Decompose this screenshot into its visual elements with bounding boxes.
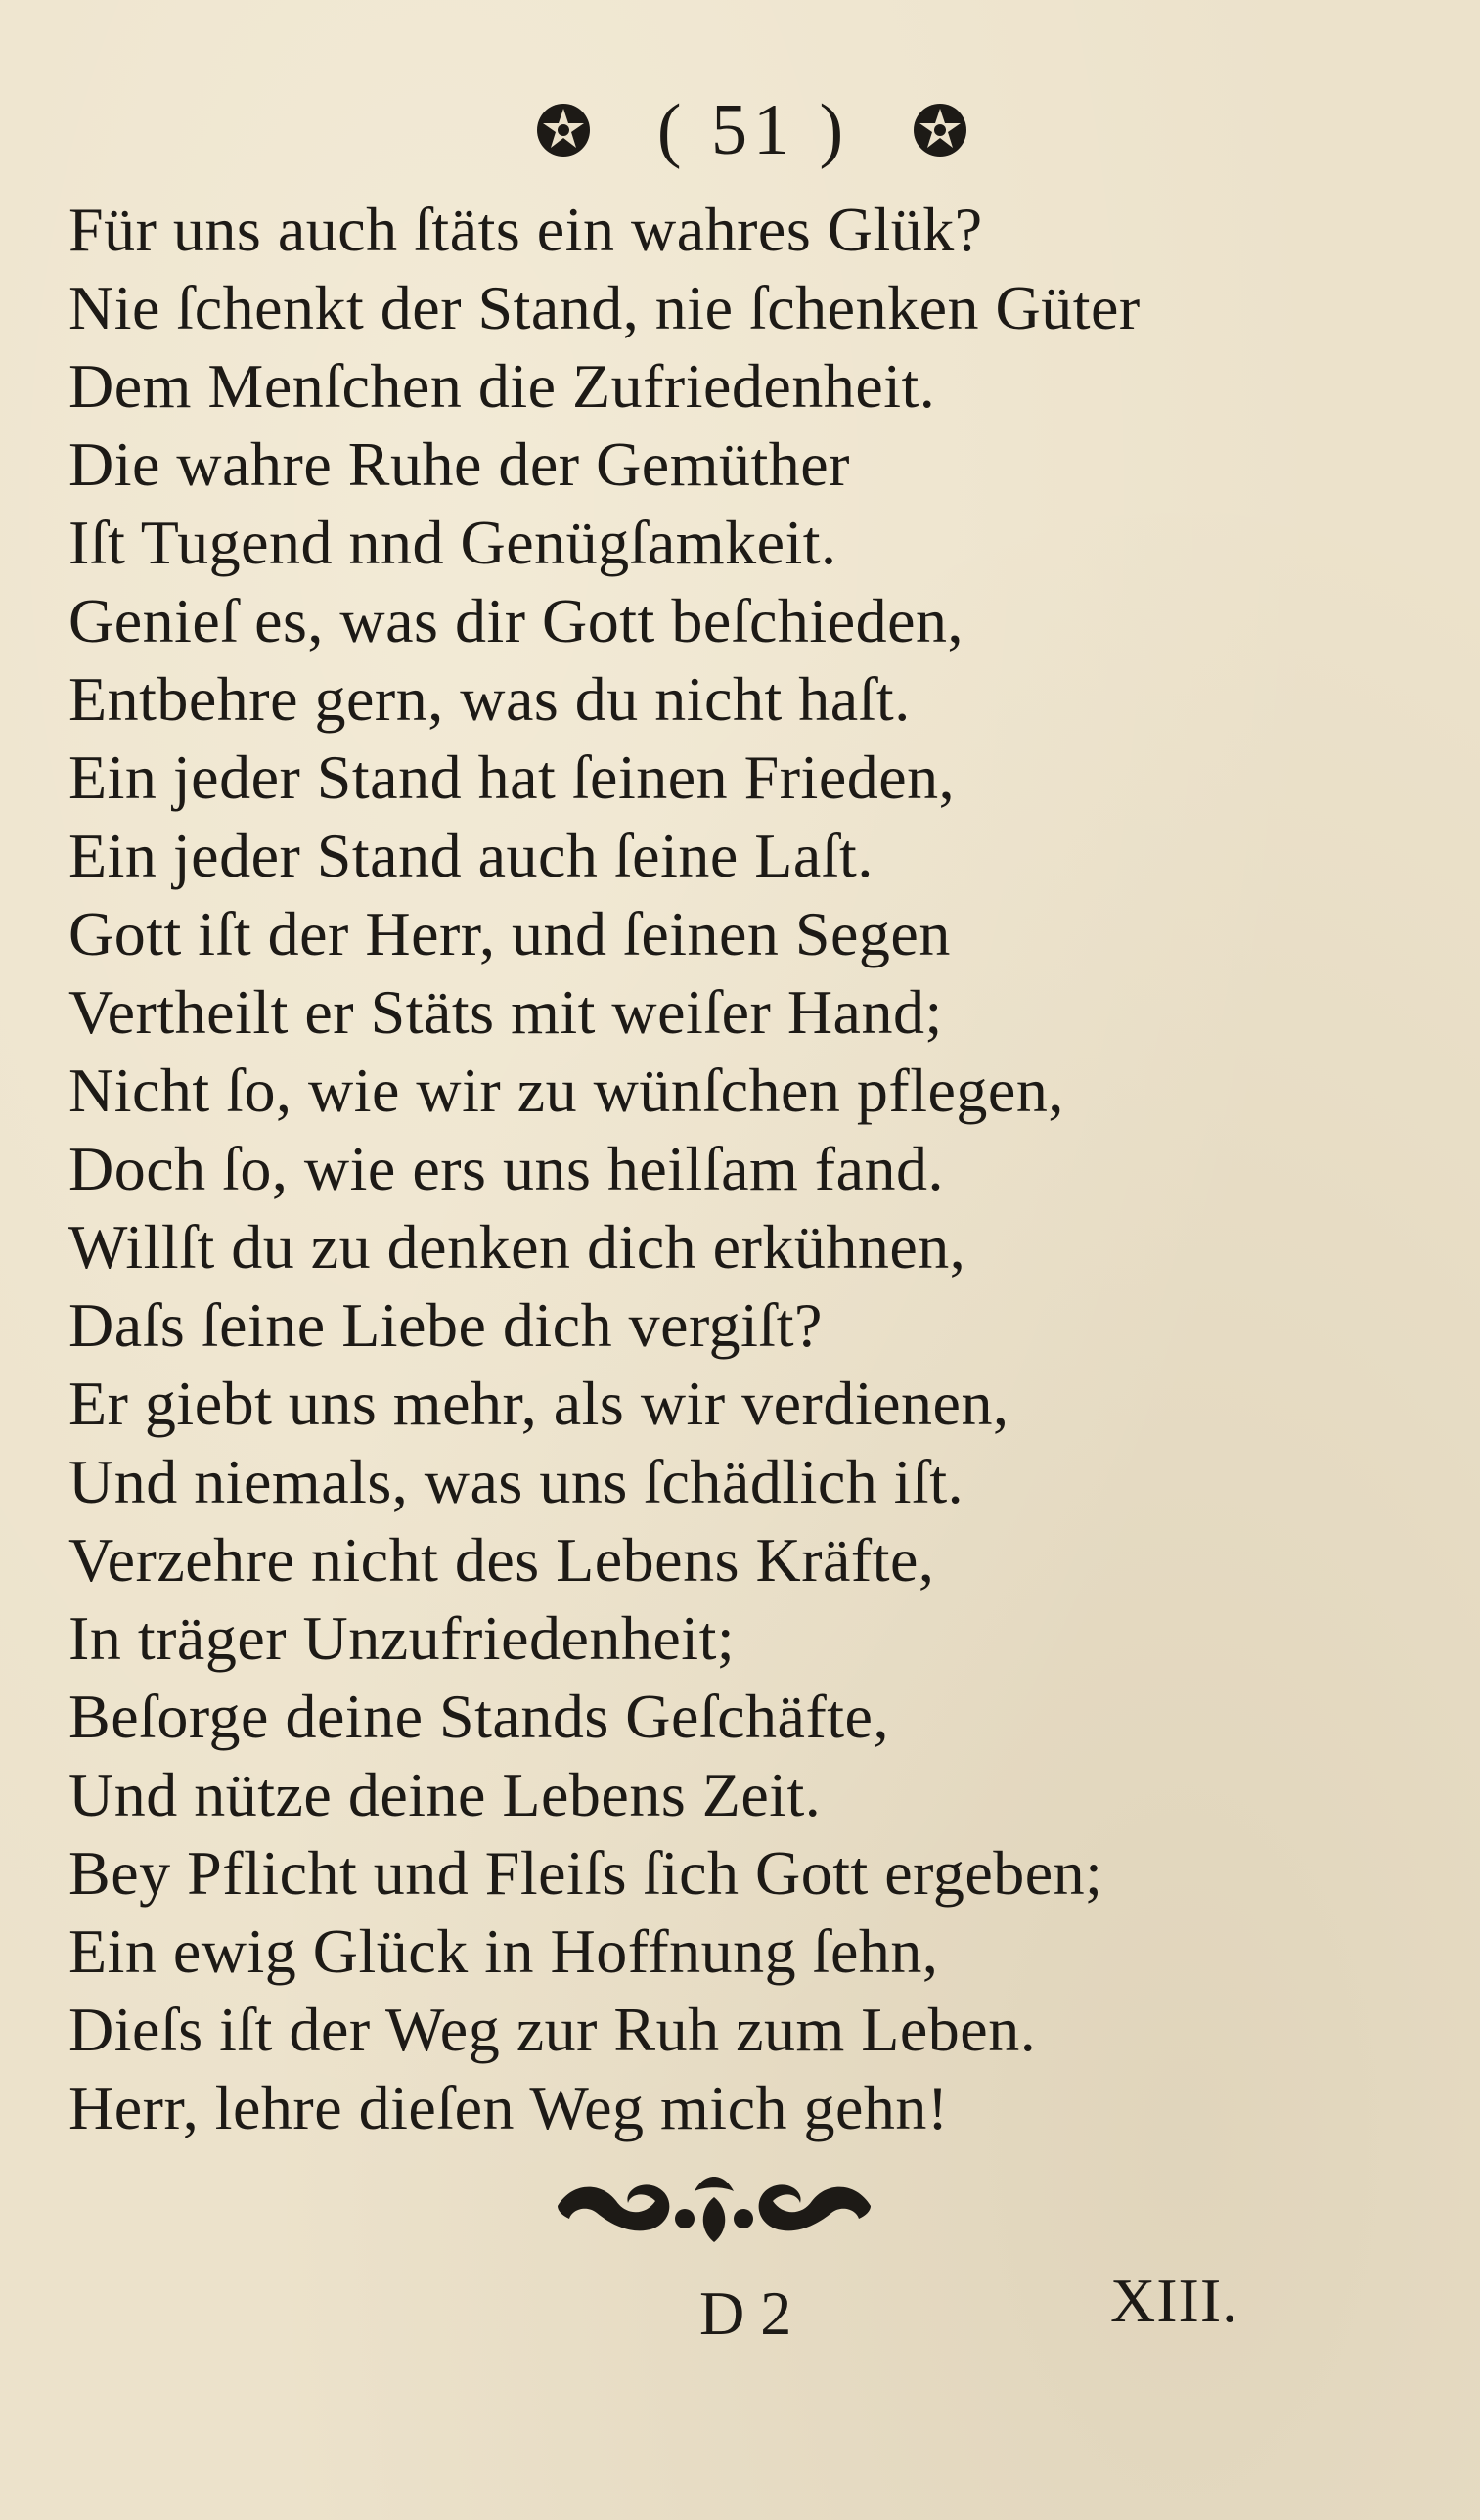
page-header	[0, 86, 1480, 174]
poem-line: Gott iſt der Herr, und ſeinen Segen	[68, 899, 951, 968]
poem-line: Verzehre nicht des Lebens Kräfte,	[68, 1525, 935, 1595]
page-number: ( 51 )	[656, 90, 850, 170]
floral-vignette-icon	[548, 2162, 880, 2250]
poem-line: Dieſs iſt der Weg zur Ruh zum Leben.	[68, 1995, 1037, 2064]
poem-line: Iſt Tugend nnd Genügſamkeit.	[68, 508, 837, 577]
poem-line: Ein jeder Stand auch ſeine Laſt.	[68, 821, 874, 890]
poem-line: Vertheilt er Stäts mit weiſer Hand;	[68, 977, 943, 1047]
poem-line: Und nütze deine Lebens Zeit.	[68, 1760, 822, 1829]
poem-line: Für uns auch ſtäts ein wahres Glük?	[68, 195, 983, 264]
star-rosette-icon	[910, 100, 970, 160]
poem-line: In träger Unzufriedenheit;	[68, 1603, 736, 1673]
poem-text	[68, 191, 1438, 2147]
poem-line: Ein jeder Stand hat ſeinen Frieden,	[68, 742, 956, 812]
poem-line: Dem Menſchen die Zufriedenheit.	[68, 351, 936, 421]
poem-line: Genieſ es, was dir Gott beſchieden,	[68, 586, 964, 655]
poem-line: Doch ſo, wie ers uns heilſam fand.	[68, 1134, 944, 1203]
signature-mark: D 2	[699, 2278, 792, 2348]
catchword: XIII.	[1110, 2266, 1239, 2335]
poem-line: Nie ſchenkt der Stand, nie ſchenken Güter	[68, 273, 1141, 342]
poem-line: Daſs ſeine Liebe dich vergiſt?	[68, 1290, 823, 1360]
poem-line: Herr, lehre dieſen Weg mich gehn!	[68, 2073, 949, 2142]
poem-line: Er giebt uns mehr, als wir verdienen,	[68, 1369, 1009, 1438]
poem-line: Entbehre gern, was du nicht haſt.	[68, 664, 911, 734]
poem-line: Und niemals, was uns ſchädlich iſt.	[68, 1447, 964, 1516]
poem-line: Beſorge deine Stands Geſchäfte,	[68, 1682, 889, 1751]
poem-line: Ein ewig Glück in Hoffnung ſehn,	[68, 1916, 939, 1986]
poem-line: Die wahre Ruhe der Gemüther	[68, 429, 850, 499]
star-rosette-icon	[533, 100, 594, 160]
poem-line: Nicht ſo, wie wir zu wünſchen pflegen,	[68, 1056, 1064, 1125]
poem-line: Bey Pflicht und Fleiſs ſich Gott ergeben;	[68, 1838, 1103, 1908]
poem-line: Willſt du zu denken dich erkühnen,	[68, 1212, 966, 1282]
